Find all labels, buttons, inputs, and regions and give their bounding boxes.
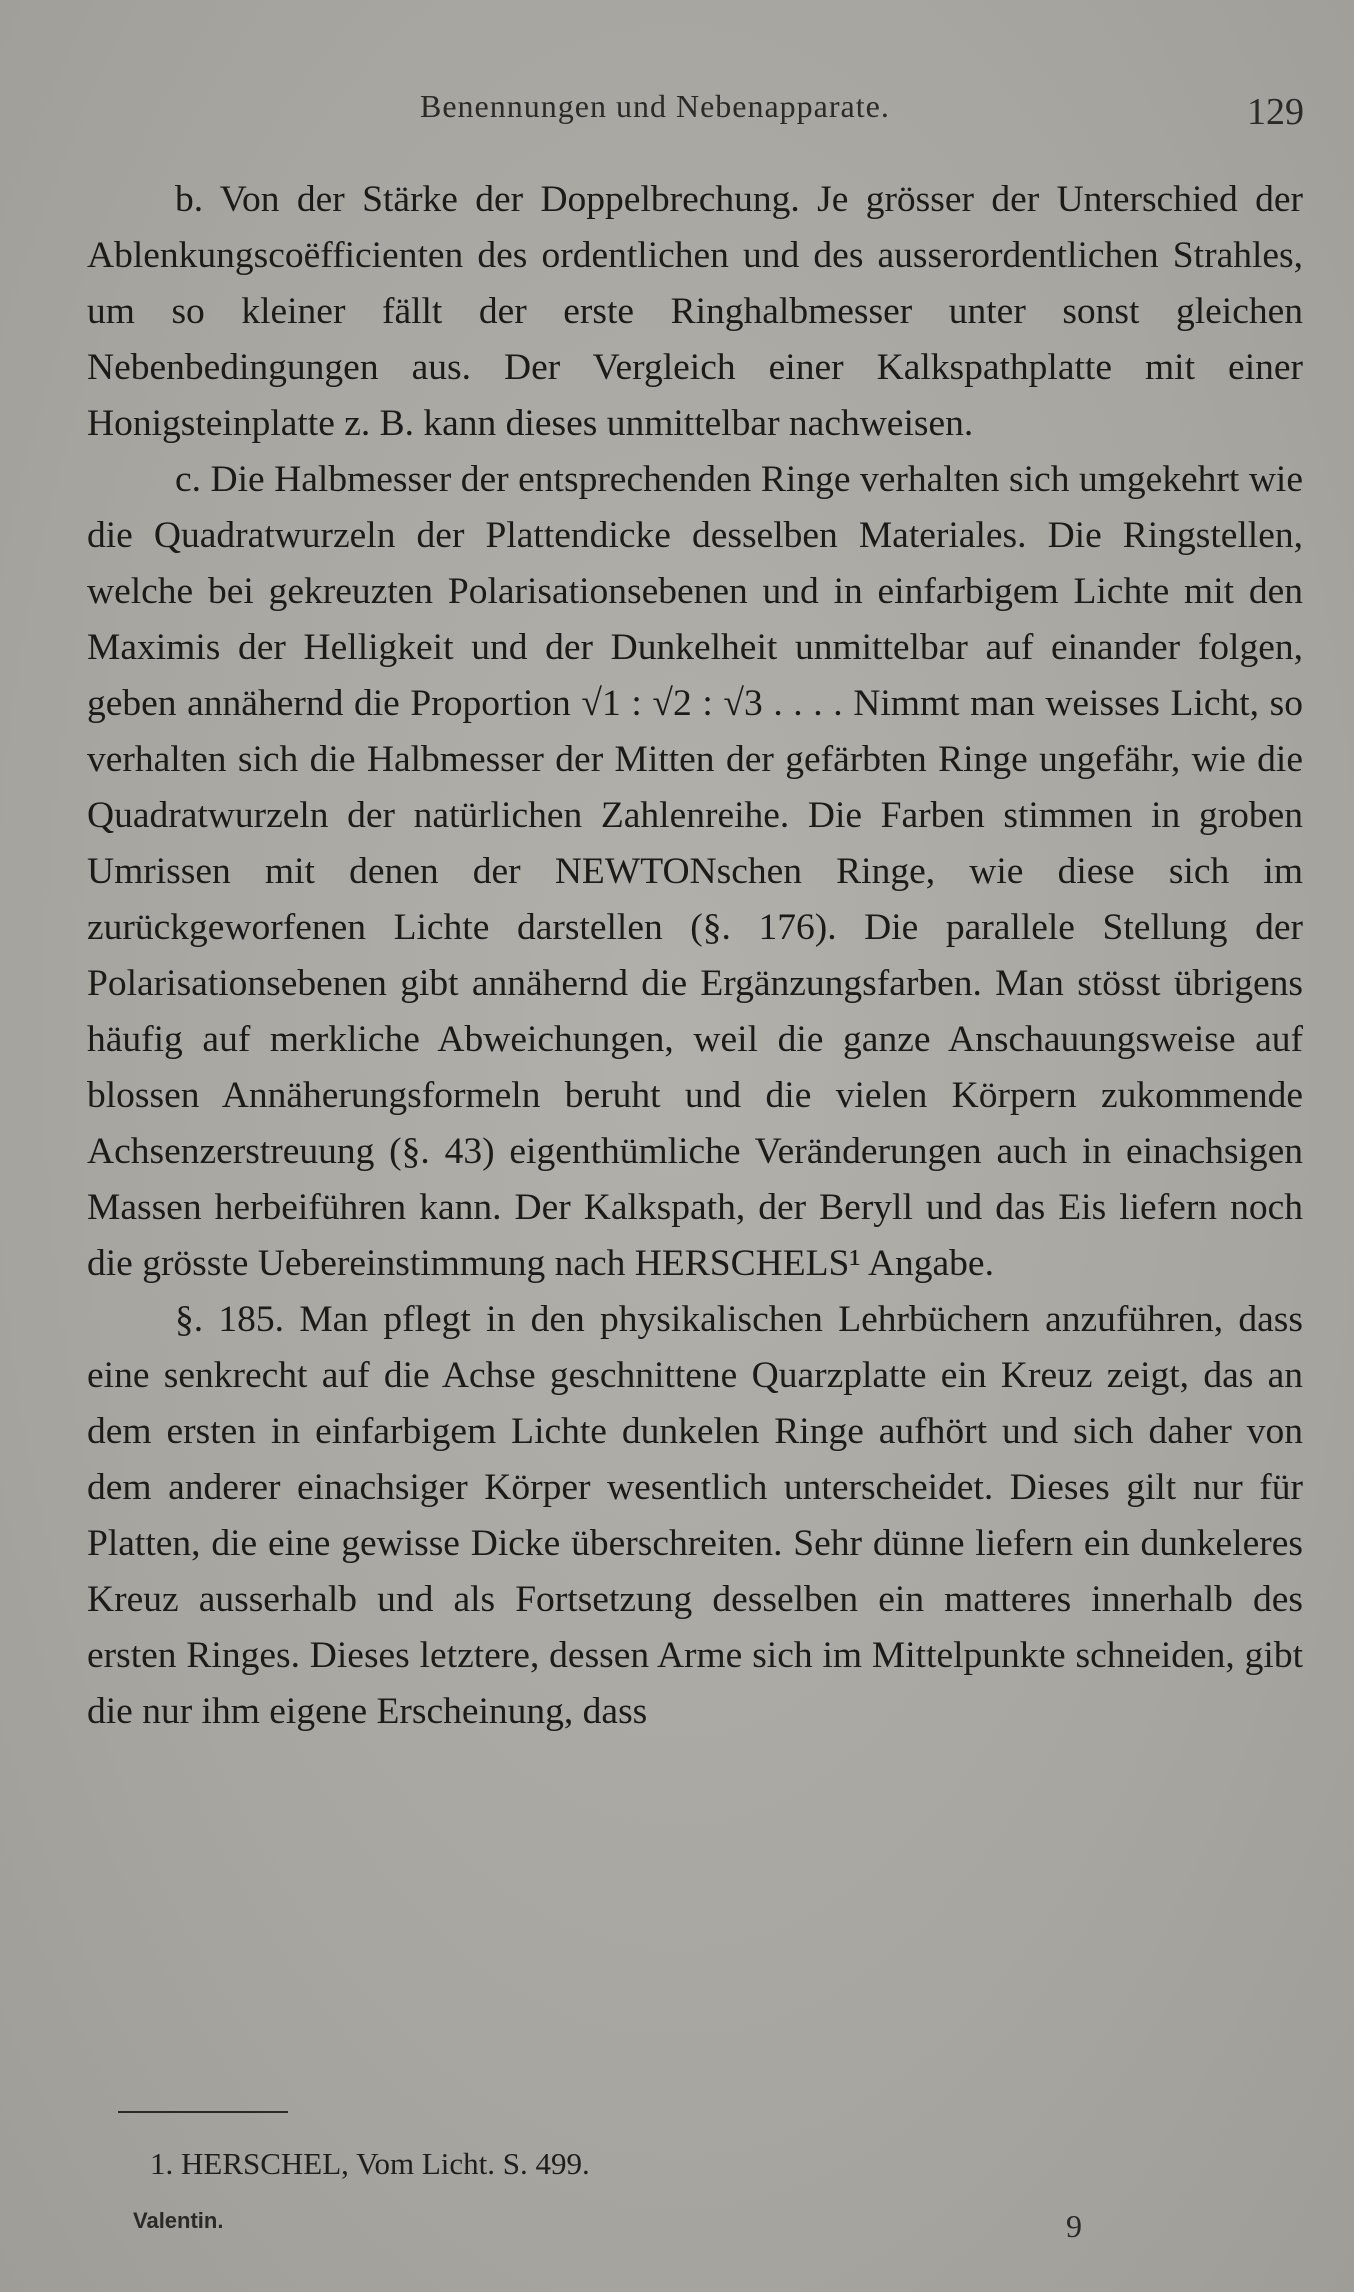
footnote: 1. HERSCHEL, Vom Licht. S. 499. [150,2146,590,2181]
running-head: Benennungen und Nebenapparate. [420,88,890,124]
signature-mark: Valentin. [133,2208,224,2233]
paragraph-b: b. Von der Stärke der Doppelbrechung. Je grösser der Unterschied der Ablenkungscoëfficienten des ordentlichen und des ausserordentlichen Strahles, um so kleiner fällt der erste Ringhalbmesser unter sonst gleichen Nebenbedingungen aus. Der Vergleich einer Kalkspathplatte mit einer Honigsteinplatte z. B. kann dieses unmittelbar nachweisen. [87,179,1303,444]
paragraph-section-185: §. 185. Man pflegt in den physikalischen Lehrbüchern anzuführen, dass eine senkrecht auf die Achse geschnittene Quarzplatte ein Kreuz zeigt, das an dem ersten in einfarbigem Lichte dunkelen Ringe aufhört und sich daher von dem anderer einachsiger Körper wesentlich unterscheidet. Dieses gilt nur für Platten, die eine gewisse Dicke überschreiten. Sehr dünne liefern ein dunkeleres Kreuz ausserhalb und als Fortsetzung desselben ein matteres innerhalb des ersten Ringes. Dieses letztere, dessen Arme sich im Mittelpunkte schneiden, gibt die nur ihm eigene Erscheinung, dass [87,1299,1303,1732]
body-text [87,172,1303,1740]
page-number: 129 [1247,91,1304,133]
footnote-divider [118,2111,288,2113]
sheet-number: 9 [1066,2208,1082,2244]
paragraph-c: c. Die Halbmesser der entsprechenden Ringe verhalten sich umgekehrt wie die Quadratwurzeln der Plattendicke desselben Materiales. Die Ringstellen, welche bei gekreuzten Polarisationsebenen und in einfarbigem Lichte mit den Maximis der Helligkeit und der Dunkelheit unmittelbar auf einander folgen, geben annähernd die Proportion √1 : √2 : √3 . . . . Nimmt man weisses Licht, so verhalten sich die Halbmesser der Mitten der gefärbten Ringe ungefähr, wie die Quadratwurzeln der natürlichen Zahlenreihe. Die Farben stimmen in groben Umrissen mit denen der NEWTONschen Ringe, wie diese sich im zurückgeworfenen Lichte darstellen (§. 176). Die parallele Stellung der Polarisationsebenen gibt annähernd die Ergänzungsfarben. Man stösst übrigens häufig auf merkliche Abweichungen, weil die ganze Anschauungsweise auf blossen Annäherungsformeln beruht und die vielen Körpern zukommende Achsenzerstreuung (§. 43) eigenthümliche Veränderungen auch in einachsigen Massen herbeiführen kann. Der Kalkspath, der Beryll und das Eis liefern noch die grösste Uebereinstimmung nach HERSCHELS¹ Angabe. [87,459,1303,1284]
